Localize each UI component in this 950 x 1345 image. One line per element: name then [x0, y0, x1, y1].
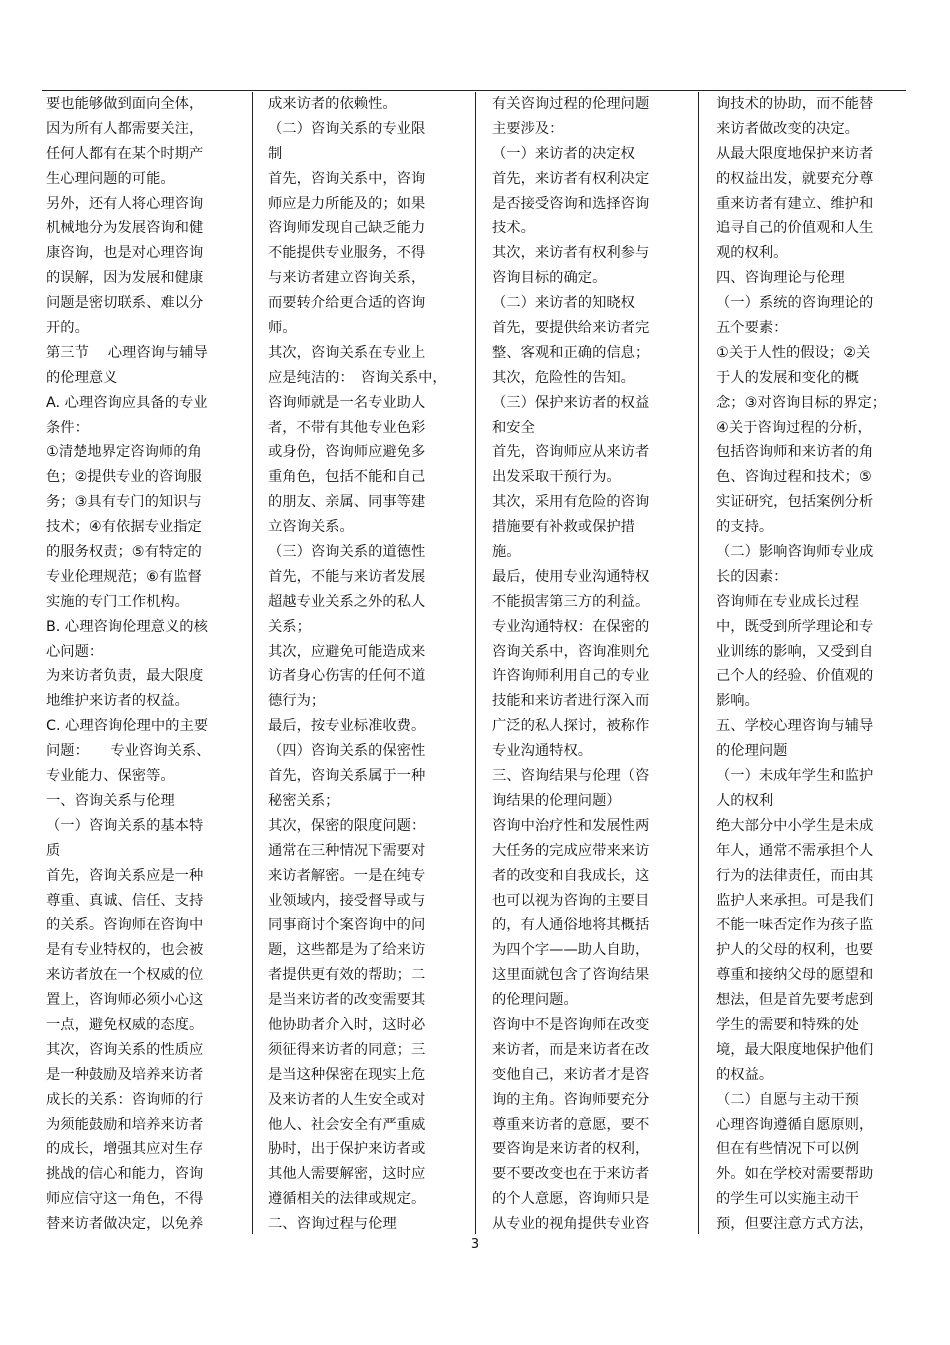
text-line: 和安全 — [492, 419, 535, 436]
text-line: 要咨询是来访者的权利， — [492, 1141, 650, 1158]
text-line: 最后，按专业标准收费。 — [268, 718, 426, 735]
text-line: 来访者，而是来访者在改 — [492, 1041, 650, 1058]
text-line: 是一种鼓励及培养来访者 — [46, 1066, 204, 1083]
text-line: 其次，来访者有权利参与 — [492, 245, 650, 262]
text-line: 来访者放在一个权威的位 — [46, 967, 204, 984]
text-line: 询结果的伦理问题） — [492, 792, 621, 809]
column-divider — [475, 92, 476, 1234]
text-line: 询技术的协助，而不能替 — [716, 96, 874, 112]
text-line: 首先，咨询关系属于一种 — [268, 768, 426, 785]
text-line: 咨询目标的确定。 — [492, 270, 607, 287]
top-rule — [42, 90, 906, 91]
text-line: 从专业的视角提供专业咨 — [492, 1216, 650, 1233]
text-line: （一）系统的咨询理论的 — [716, 295, 874, 312]
text-line: 为来访者负责，最大限度 — [46, 668, 204, 685]
text-line: 的个人意愿，咨询师只是 — [492, 1191, 650, 1208]
text-line: 其次，应避免可能造成来 — [268, 643, 426, 660]
text-line: 行为的法律责任，而由其 — [716, 867, 874, 884]
text-line: 五个要素： — [716, 320, 788, 337]
text-line: 师。 — [268, 320, 297, 337]
text-line: 为四个字——助人自助， — [492, 942, 650, 959]
text-line: 许咨询师利用自己的专业 — [492, 668, 650, 685]
text-line: 三、咨询结果与伦理（咨 — [492, 768, 650, 785]
text-line: 首先，咨询关系应是一种 — [46, 867, 204, 884]
text-line: 咨询师就是一名专业助人 — [268, 394, 426, 411]
text-line: 技能和来访者进行深入而 — [492, 693, 650, 710]
text-line: 监护人来承担。可是我们 — [716, 892, 874, 909]
text-line: 大任务的完成应带来来访 — [492, 842, 650, 859]
text-line: 的权益出发，就要充分尊 — [716, 170, 874, 187]
text-line: 生心理问题的可能。 — [46, 170, 175, 187]
text-line: 通常在三种情况下需要对 — [268, 842, 426, 859]
text-line: 五、学校心理咨询与辅导 — [716, 718, 874, 735]
text-line: （一）来访者的决定权 — [492, 145, 635, 162]
text-line: 其次，危险性的告知。 — [492, 369, 635, 386]
text-line: 其次，采用有危险的咨询 — [492, 494, 650, 511]
text-line: 因为所有人都需要关注， — [46, 120, 204, 137]
text-line: 尊重来访者的意愿，要不 — [492, 1116, 650, 1133]
text-line: 为须能鼓励和培养来访者 — [46, 1116, 204, 1133]
text-line: 的关系。咨询师在咨询中 — [46, 917, 204, 934]
text-line: 的伦理意义 — [46, 369, 118, 386]
text-line: 他协助者介入时，这时必 — [268, 1016, 426, 1033]
text-line: 咨询中不是咨询师在改变 — [492, 1016, 650, 1033]
text-line: 制 — [268, 145, 283, 162]
text-line: ①清楚地界定咨询师的角 — [46, 444, 202, 461]
text-line: 师应是力所能及的；如果 — [268, 195, 426, 212]
text-line: 一、咨询关系与伦理 — [46, 792, 175, 809]
text-line: 想法，但是首先要考虑到 — [716, 992, 874, 1009]
text-line: 但在有些情况下可以例 — [716, 1141, 859, 1158]
text-line: 绝大部分中小学生是未成 — [716, 817, 874, 834]
text-line: 其次，咨询关系的性质应 — [46, 1041, 204, 1058]
text-line: 二、咨询过程与伦理 — [268, 1216, 397, 1233]
text-line: 的成长，增强其应对生存 — [46, 1141, 204, 1158]
text-line: 有关咨询过程的伦理问题 — [492, 96, 650, 112]
text-line: 置上，咨询师必须小心这 — [46, 992, 204, 1009]
text-line: 挑战的信心和能力，咨询 — [46, 1166, 204, 1183]
text-column-3 — [492, 92, 692, 1237]
page-number: 3 — [470, 1237, 480, 1252]
text-line: 他人、社会安全有严重威 — [268, 1116, 426, 1133]
text-line: 咨询师在专业成长过程 — [716, 593, 859, 610]
text-line: 立咨询关系。 — [268, 519, 354, 536]
text-line: 重来访者有建立、维护和 — [716, 195, 874, 212]
text-line: 首先，咨询关系中，咨询 — [268, 170, 426, 187]
text-line: 色、咨询过程和技术；⑤ — [716, 469, 872, 486]
text-line: 于人的发展和变化的概 — [716, 369, 859, 386]
text-line: （二）自愿与主动干预 — [716, 1091, 859, 1108]
text-line: 题，这些都是为了给来访 — [268, 942, 426, 959]
text-line: 实证研究，包括案例分析 — [716, 494, 874, 511]
text-line: 的权益。 — [716, 1066, 774, 1083]
text-line: 另外，还有人将心理咨询 — [46, 195, 204, 212]
text-line: 质 — [46, 842, 61, 859]
text-line: 这里面就包含了咨询结果 — [492, 967, 650, 984]
text-line: （一）未成年学生和监护 — [716, 768, 874, 785]
text-line: 的伦理问题 — [716, 743, 788, 760]
text-line: 务；③具有专门的知识与 — [46, 494, 202, 511]
text-line: 的服务权责；⑤有特定的 — [46, 544, 202, 561]
text-line: 四、咨询理论与伦理 — [716, 270, 845, 287]
text-line: 的支持。 — [716, 519, 774, 536]
text-line: 遵循相关的法律或规定。 — [268, 1191, 426, 1208]
text-line: 而要转介给更合适的咨询 — [268, 295, 426, 312]
text-line: 不能损害第三方的利益。 — [492, 593, 650, 610]
text-line: 影响。 — [716, 693, 759, 710]
text-line: ①关于人性的假设；②关 — [716, 344, 871, 361]
text-line: 首先，要提供给来访者完 — [492, 320, 650, 337]
text-line: 实施的专门工作机构。 — [46, 593, 189, 610]
text-line: 访者身心伤害的任何不道 — [268, 668, 426, 685]
text-line: 的朋友、亲属、同事等建 — [268, 494, 426, 511]
text-line: 者，不带有其他专业色彩 — [268, 419, 426, 436]
text-line: 关系； — [268, 618, 311, 635]
text-line: 秘密关系； — [268, 792, 340, 809]
text-line: 外。如在学校对需要帮助 — [716, 1166, 874, 1183]
text-line: 的伦理问题。 — [492, 992, 578, 1009]
text-line: 机械地分为发展咨询和健 — [46, 220, 204, 237]
text-column-1 — [46, 92, 246, 1237]
text-line: 尊重和接纳父母的愿望和 — [716, 967, 874, 984]
text-line: 者提供更有效的帮助；二 — [268, 967, 426, 984]
text-line: 首先，咨询师应从来访者 — [492, 444, 650, 461]
text-line: 德行为； — [268, 693, 326, 710]
text-line: 业领域内，接受督导或与 — [268, 892, 426, 909]
text-line: （三）保护来访者的权益 — [492, 394, 650, 411]
text-line: 同事商讨个案咨询中的问 — [268, 917, 426, 934]
text-line: 来访者做改变的决定。 — [716, 120, 859, 137]
text-line: 重角色，包括不能和自己 — [268, 469, 426, 486]
text-column-4 — [716, 92, 906, 1237]
text-line: 须征得来访者的同意；三 — [268, 1041, 426, 1058]
text-line: 一点，避免权威的态度。 — [46, 1016, 204, 1033]
text-line: 色；②提供专业的咨询服 — [46, 469, 202, 486]
text-line: 变他自己，来访者才是咨 — [492, 1066, 650, 1083]
text-line: 要不要改变也在于来访者 — [492, 1166, 650, 1183]
text-line: （三）咨询关系的道德性 — [268, 544, 426, 561]
text-line: B. 心理咨询伦理意义的核 — [46, 618, 208, 635]
text-line: C. 心理咨询伦理中的主要 — [46, 718, 209, 735]
text-line: 施。 — [492, 544, 521, 561]
text-line: 者的改变和自我成长，这 — [492, 867, 650, 884]
text-line: 中，既受到所学理论和专 — [716, 618, 874, 635]
text-line: 尊重、真诚、信任、支持 — [46, 892, 204, 909]
text-line: ④关于咨询过程的分析， — [716, 419, 872, 436]
text-line: （二）咨询关系的专业限 — [268, 120, 426, 137]
text-line: 咨询关系中，咨询准则允 — [492, 643, 650, 660]
text-line: 胁时，出于保护来访者或 — [268, 1141, 426, 1158]
text-line: 不能一味否定作为孩子监 — [716, 917, 874, 934]
text-line: 长的因素： — [716, 568, 788, 585]
text-line: 是当这种保密在现实上危 — [268, 1066, 426, 1083]
text-line: 其次，保密的限度问题： — [268, 817, 426, 834]
text-line: 出发采取干预行为。 — [492, 469, 621, 486]
text-line: 专业沟通特权。 — [492, 743, 593, 760]
text-line: 问题： 专业咨询关系、 — [46, 743, 211, 760]
text-line: 康咨询，也是对心理咨询 — [46, 245, 204, 262]
text-line: 成长的关系：咨询师的行 — [46, 1091, 204, 1108]
text-line: 与来访者建立咨询关系， — [268, 270, 426, 287]
text-line: 专业沟通特权：在保密的 — [492, 618, 650, 635]
text-line: 技术；④有依据专业指定 — [46, 519, 202, 536]
text-line: 超越专业关系之外的私人 — [268, 593, 426, 610]
text-line: 成来访者的依赖性。 — [268, 96, 397, 112]
text-line: 境，最大限度地保护他们 — [716, 1041, 874, 1058]
text-line: 心问题： — [46, 643, 104, 660]
text-line: 要也能够做到面向全体， — [46, 96, 204, 112]
text-line: 广泛的私人探讨，被称作 — [492, 718, 650, 735]
text-line: A. 心理咨询应具备的专业 — [46, 394, 208, 411]
text-line: 第三节 心理咨询与辅导 — [46, 344, 208, 361]
text-line: （四）咨询关系的保密性 — [268, 743, 426, 760]
text-line: 专业能力、保密等。 — [46, 768, 175, 785]
text-line: （二）来访者的知晓权 — [492, 295, 635, 312]
text-line: 从最大限度地保护来访者 — [716, 145, 874, 162]
text-line: 最后，使用专业沟通特权 — [492, 568, 650, 585]
text-line: 的误解，因为发展和健康 — [46, 270, 204, 287]
text-line: 是否接受咨询和选择咨询 — [492, 195, 650, 212]
text-line: 应是纯洁的： 咨询关系中， — [268, 369, 447, 386]
text-line: 学生的需要和特殊的处 — [716, 1016, 859, 1033]
text-line: 询的主角。咨询师要充分 — [492, 1091, 650, 1108]
text-line: 己个人的经验、价值观的 — [716, 668, 874, 685]
text-line: 念；③对咨询目标的界定； — [716, 394, 887, 411]
text-line: 来访者解密。一是在纯专 — [268, 867, 426, 884]
text-line: 专业伦理规范；⑥有监督 — [46, 568, 202, 585]
text-line: 师应信守这一角色，不得 — [46, 1191, 204, 1208]
text-line: 的，有人通俗地将其概括 — [492, 917, 650, 934]
text-line: 首先，不能与来访者发展 — [268, 568, 426, 585]
text-line: 措施要有补救或保护措 — [492, 519, 635, 536]
column-divider — [698, 92, 699, 1234]
text-line: 地维护来访者的权益。 — [46, 693, 189, 710]
text-line: 或身份，咨询师应避免多 — [268, 444, 426, 461]
text-line: 也可以视为咨询的主要目 — [492, 892, 650, 909]
text-line: 是当来访者的改变需要其 — [268, 992, 426, 1009]
text-column-2 — [268, 92, 468, 1237]
text-line: 业训练的影响，又受到自 — [716, 643, 874, 660]
text-line: 追寻自己的价值观和人生 — [716, 220, 874, 237]
text-line: 及来访者的人生安全或对 — [268, 1091, 426, 1108]
text-line: 整、客观和正确的信息； — [492, 344, 650, 361]
text-line: 是有专业特权的，也会被 — [46, 942, 204, 959]
text-line: 不能提供专业服务，不得 — [268, 245, 426, 262]
text-line: 预，但要注意方式方法， — [716, 1216, 874, 1233]
text-line: 的学生可以实施主动干 — [716, 1191, 859, 1208]
text-line: 咨询中治疗性和发展性两 — [492, 817, 650, 834]
column-divider — [252, 92, 253, 1234]
text-line: （一）咨询关系的基本特 — [46, 817, 204, 834]
text-line: 技术。 — [492, 220, 535, 237]
text-line: 首先，来访者有权利决定 — [492, 170, 650, 187]
text-line: 条件： — [46, 419, 89, 436]
text-line: 问题是密切联系、难以分 — [46, 295, 204, 312]
text-line: 观的权利。 — [716, 245, 788, 262]
text-line: 主要涉及： — [492, 120, 564, 137]
text-line: 包括咨询师和来访者的角 — [716, 444, 874, 461]
text-line: 心理咨询遵循自愿原则， — [716, 1116, 874, 1133]
text-line: 年人，通常不需承担个人 — [716, 842, 874, 859]
text-line: 替来访者做决定，以免养 — [46, 1216, 204, 1233]
text-line: 人的权利 — [716, 792, 774, 809]
text-line: 其他人需要解密，这时应 — [268, 1166, 426, 1183]
text-line: 其次，咨询关系在专业上 — [268, 344, 426, 361]
text-line: 开的。 — [46, 320, 89, 337]
text-line: 任何人都有在某个时期产 — [46, 145, 204, 162]
text-line: 咨询师发现自己缺乏能力 — [268, 220, 426, 237]
text-line: 护人的父母的权利，也要 — [716, 942, 874, 959]
text-line: （二）影响咨询师专业成 — [716, 544, 874, 561]
